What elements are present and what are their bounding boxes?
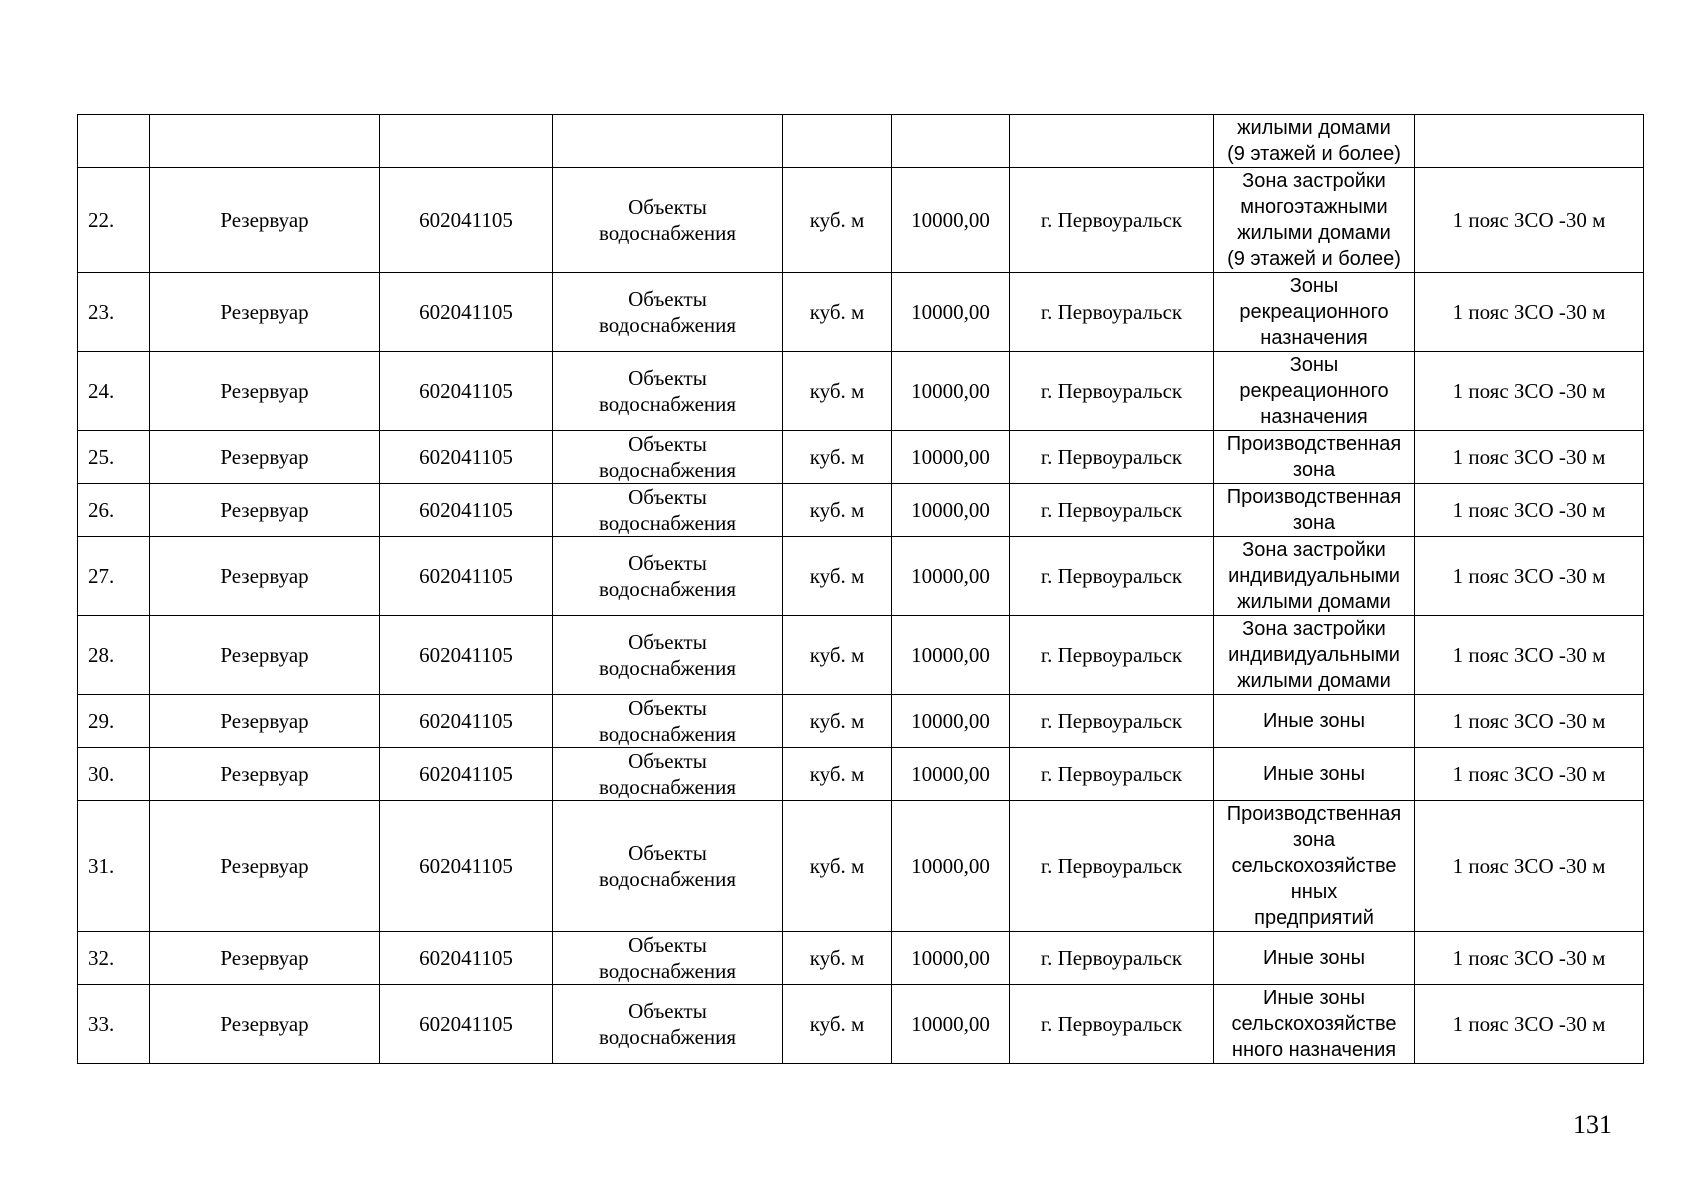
cell-location: г. Первоуральск [1010,801,1214,932]
cell-location [1010,115,1214,168]
cell-unit: куб. м [783,352,892,431]
cell-value: 10000,00 [892,985,1010,1064]
cell-value: 10000,00 [892,932,1010,985]
zone-line: Производственная [1226,433,1402,455]
type-line: Объекты [628,630,707,654]
cell-location: г. Первоуральск [1010,985,1214,1064]
cell-zone [1214,985,1415,1064]
cell-type [553,801,783,932]
cell-location: г. Первоуральск [1010,932,1214,985]
cell-num: 28. [78,616,150,695]
table-row [78,748,1644,801]
objects-table [77,114,1644,1064]
cell-protection: 1 пояс ЗСО -30 м [1415,932,1644,985]
type-line: водоснабжения [598,221,737,245]
cell-type [553,352,783,431]
cell-name: Резервуар [150,431,380,484]
cell-num: 27. [78,537,150,616]
cell-unit: куб. м [783,484,892,537]
cell-location: г. Первоуральск [1010,352,1214,431]
zone-line: индивидуальными [1228,644,1400,666]
type-line: Объекты [628,195,707,219]
cell-num: 26. [78,484,150,537]
cell-code: 602041105 [380,801,553,932]
zone-line: зона [1292,512,1336,534]
cell-location: г. Первоуральск [1010,695,1214,748]
table-row [78,616,1644,695]
zone-line: зона [1292,459,1336,481]
cell-value: 10000,00 [892,695,1010,748]
cell-name: Резервуар [150,168,380,273]
cell-code [380,115,553,168]
cell-num [78,115,150,168]
cell-location: г. Первоуральск [1010,748,1214,801]
zone-line: жилыми домами [1237,591,1391,613]
zone-line: нных [1290,881,1338,903]
cell-type [553,932,783,985]
cell-code: 602041105 [380,168,553,273]
zone-line: Иные зоны [1263,987,1365,1009]
cell-protection: 1 пояс ЗСО -30 м [1415,168,1644,273]
zone-line: Зоны [1289,275,1339,297]
zone-line: Иные зоны [1263,763,1365,785]
type-line: Объекты [628,551,707,575]
type-line: водоснабжения [598,775,737,799]
type-line: Объекты [628,485,707,509]
cell-type [553,168,783,273]
type-line: водоснабжения [598,722,737,746]
cell-protection: 1 пояс ЗСО -30 м [1415,801,1644,932]
cell-name: Резервуар [150,985,380,1064]
cell-type [553,985,783,1064]
cell-code: 602041105 [380,985,553,1064]
table-row [78,985,1644,1064]
cell-num: 23. [78,273,150,352]
cell-name: Резервуар [150,537,380,616]
cell-zone [1214,695,1415,748]
cell-type [553,695,783,748]
type-line: водоснабжения [598,656,737,680]
cell-value: 10000,00 [892,616,1010,695]
table-row [78,537,1644,616]
cell-num: 22. [78,168,150,273]
cell-num: 24. [78,352,150,431]
cell-code: 602041105 [380,431,553,484]
cell-unit: куб. м [783,695,892,748]
cell-location: г. Первоуральск [1010,168,1214,273]
cell-code: 602041105 [380,484,553,537]
cell-unit: куб. м [783,168,892,273]
cell-code: 602041105 [380,616,553,695]
cell-zone [1214,168,1415,273]
zone-line: рекреационного [1239,301,1389,323]
zone-line: (9 этажей и более) [1227,248,1401,270]
cell-num: 31. [78,801,150,932]
type-line: Объекты [628,933,707,957]
type-line: водоснабжения [598,959,737,983]
type-line: водоснабжения [598,1025,737,1049]
cell-code: 602041105 [380,537,553,616]
table-row [78,168,1644,273]
type-line: Объекты [628,749,707,773]
table-row [78,932,1644,985]
cell-type [553,431,783,484]
cell-unit: куб. м [783,801,892,932]
type-line: водоснабжения [598,867,737,891]
zone-line: жилыми домами [1237,222,1391,244]
cell-code: 602041105 [380,273,553,352]
cell-unit: куб. м [783,431,892,484]
zone-line: Зона застройки [1242,539,1386,561]
zone-line: (9 этажей и более) [1227,143,1401,165]
zone-line: зона [1292,829,1336,851]
zone-line: сельскохозяйстве [1231,855,1397,877]
zone-line: индивидуальными [1228,565,1400,587]
cell-protection: 1 пояс ЗСО -30 м [1415,537,1644,616]
cell-zone [1214,616,1415,695]
cell-zone [1214,431,1415,484]
cell-name [150,115,380,168]
zone-line: рекреационного [1239,380,1389,402]
zone-line: Зоны [1289,354,1339,376]
zone-line: жилыми домами [1237,117,1391,139]
cell-zone [1214,115,1415,168]
cell-unit: куб. м [783,616,892,695]
cell-zone [1214,352,1415,431]
cell-unit: куб. м [783,273,892,352]
cell-num: 32. [78,932,150,985]
zone-line: нного назначения [1231,1039,1397,1061]
cell-value: 10000,00 [892,431,1010,484]
cell-name: Резервуар [150,748,380,801]
cell-value: 10000,00 [892,168,1010,273]
zone-line: Зона застройки [1242,618,1386,640]
cell-unit: куб. м [783,985,892,1064]
zone-line: жилыми домами [1237,670,1391,692]
cell-value: 10000,00 [892,273,1010,352]
cell-value: 10000,00 [892,748,1010,801]
cell-zone [1214,801,1415,932]
zone-line: Зона застройки [1242,170,1386,192]
type-line: Объекты [628,287,707,311]
cell-value: 10000,00 [892,801,1010,932]
cell-code: 602041105 [380,932,553,985]
cell-code: 602041105 [380,695,553,748]
cell-zone [1214,748,1415,801]
table-row [78,431,1644,484]
cell-zone [1214,273,1415,352]
table-row [78,352,1644,431]
cell-location: г. Первоуральск [1010,431,1214,484]
table-row [78,695,1644,748]
cell-value: 10000,00 [892,484,1010,537]
cell-unit: куб. м [783,748,892,801]
cell-protection: 1 пояс ЗСО -30 м [1415,431,1644,484]
cell-zone [1214,537,1415,616]
table-row [78,273,1644,352]
cell-location: г. Первоуральск [1010,616,1214,695]
table-row [78,801,1644,932]
cell-num: 30. [78,748,150,801]
cell-zone [1214,484,1415,537]
table-row-continuation [78,115,1644,168]
cell-type [553,115,783,168]
cell-name: Резервуар [150,484,380,537]
cell-num: 33. [78,985,150,1064]
cell-protection [1415,115,1644,168]
cell-name: Резервуар [150,273,380,352]
cell-unit [783,115,892,168]
cell-zone [1214,932,1415,985]
cell-protection: 1 пояс ЗСО -30 м [1415,695,1644,748]
cell-type [553,537,783,616]
type-line: водоснабжения [598,392,737,416]
zone-line: сельскохозяйстве [1231,1013,1397,1035]
cell-protection: 1 пояс ЗСО -30 м [1415,484,1644,537]
type-line: Объекты [628,841,707,865]
zone-line: многоэтажными [1240,196,1388,218]
cell-protection: 1 пояс ЗСО -30 м [1415,616,1644,695]
type-line: Объекты [628,366,707,390]
cell-num: 25. [78,431,150,484]
table-row [78,484,1644,537]
cell-value [892,115,1010,168]
cell-location: г. Первоуральск [1010,484,1214,537]
cell-type [553,273,783,352]
cell-name: Резервуар [150,932,380,985]
cell-name: Резервуар [150,695,380,748]
cell-unit: куб. м [783,537,892,616]
cell-type [553,748,783,801]
type-line: Объекты [628,999,707,1023]
cell-value: 10000,00 [892,352,1010,431]
cell-unit: куб. м [783,932,892,985]
zone-line: Иные зоны [1263,947,1365,969]
cell-code: 602041105 [380,352,553,431]
cell-protection: 1 пояс ЗСО -30 м [1415,748,1644,801]
zone-line: Производственная [1226,803,1402,825]
cell-type [553,616,783,695]
cell-protection: 1 пояс ЗСО -30 м [1415,352,1644,431]
cell-name: Резервуар [150,616,380,695]
cell-num: 29. [78,695,150,748]
zone-line: Производственная [1226,486,1402,508]
cell-name: Резервуар [150,352,380,431]
cell-name: Резервуар [150,801,380,932]
type-line: водоснабжения [598,458,737,482]
cell-location: г. Первоуральск [1010,273,1214,352]
zone-line: назначения [1260,327,1368,349]
zone-line: предприятий [1254,907,1374,929]
zone-line: Иные зоны [1263,710,1365,732]
cell-location: г. Первоуральск [1010,537,1214,616]
type-line: водоснабжения [598,313,737,337]
type-line: водоснабжения [598,577,737,601]
type-line: Объекты [628,696,707,720]
cell-value: 10000,00 [892,537,1010,616]
cell-code: 602041105 [380,748,553,801]
cell-protection: 1 пояс ЗСО -30 м [1415,273,1644,352]
cell-protection: 1 пояс ЗСО -30 м [1415,985,1644,1064]
page-number: 131 [1573,1110,1612,1139]
cell-type [553,484,783,537]
type-line: водоснабжения [598,511,737,535]
type-line: Объекты [628,432,707,456]
zone-line: назначения [1260,406,1368,428]
